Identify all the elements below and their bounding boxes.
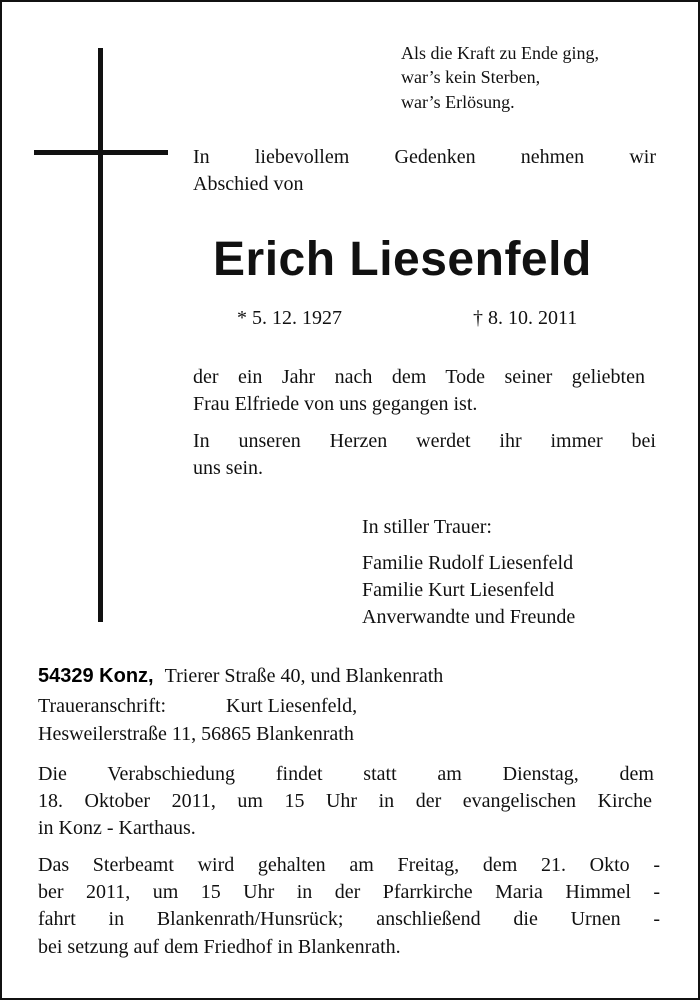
cross-horizontal-bar xyxy=(34,150,168,155)
requiem-line-4: bei setzung auf dem Friedhof in Blankenrath. xyxy=(38,936,401,958)
paragraph1-line-1: der ein Jahr nach dem Tode seiner geliebten xyxy=(193,366,645,388)
paragraph1-line-2: Frau Elfriede von uns gegangen ist. xyxy=(193,393,478,415)
mourner-line-1: Familie Rudolf Liesenfeld xyxy=(362,552,574,574)
poem-line-1: Als die Kraft zu Ende ging, xyxy=(401,43,599,63)
poem-line-2: war’s kein Sterben, xyxy=(401,67,541,87)
farewell-line-1: Die Verabschiedung findet statt am Dienstag, dem xyxy=(38,763,654,785)
requiem-line-3: fahrt in Blankenrath/Hunsrück; anschließend die Urnen - xyxy=(38,908,660,930)
address-place-bold: 54329 Konz, xyxy=(38,665,154,687)
address-line xyxy=(38,663,443,690)
cross-vertical-bar xyxy=(98,48,103,622)
mourning-address-label: Traueranschrift: xyxy=(38,695,167,717)
birth-date: * 5. 12. 1927 xyxy=(237,307,342,329)
address-place-rest: Trierer Straße 40, und Blankenrath xyxy=(164,665,444,687)
paragraph2-line-2: uns sein. xyxy=(193,457,263,479)
mourning-address-name: Kurt Liesenfeld, xyxy=(226,695,358,717)
mourners-heading: In stiller Trauer: xyxy=(362,516,492,538)
death-date: † 8. 10. 2011 xyxy=(473,307,578,329)
deceased-name: Erich Liesenfeld xyxy=(213,233,592,286)
paragraph2-line-1: In unseren Herzen werdet ihr immer bei xyxy=(193,430,656,452)
intro-line-2: Abschied von xyxy=(193,173,304,195)
requiem-line-1: Das Sterbeamt wird gehalten am Freitag, dem 21. Okto - xyxy=(38,854,660,876)
farewell-line-3: in Konz - Karthaus. xyxy=(38,817,196,839)
poem-line-3: war’s Erlösung. xyxy=(401,92,515,112)
intro-line-1: In liebevollem Gedenken nehmen wir xyxy=(193,146,656,168)
mourner-line-2: Familie Kurt Liesenfeld xyxy=(362,579,555,601)
mourning-address-street: Hesweilerstraße 11, 56865 Blankenrath xyxy=(38,723,354,745)
mourner-line-3: Anverwandte und Freunde xyxy=(362,606,576,628)
requiem-line-2: ber 2011, um 15 Uhr in der Pfarrkirche Maria Himmel - xyxy=(38,881,660,903)
farewell-line-2: 18. Oktober 2011, um 15 Uhr in der evangelischen Kirche xyxy=(38,790,652,812)
